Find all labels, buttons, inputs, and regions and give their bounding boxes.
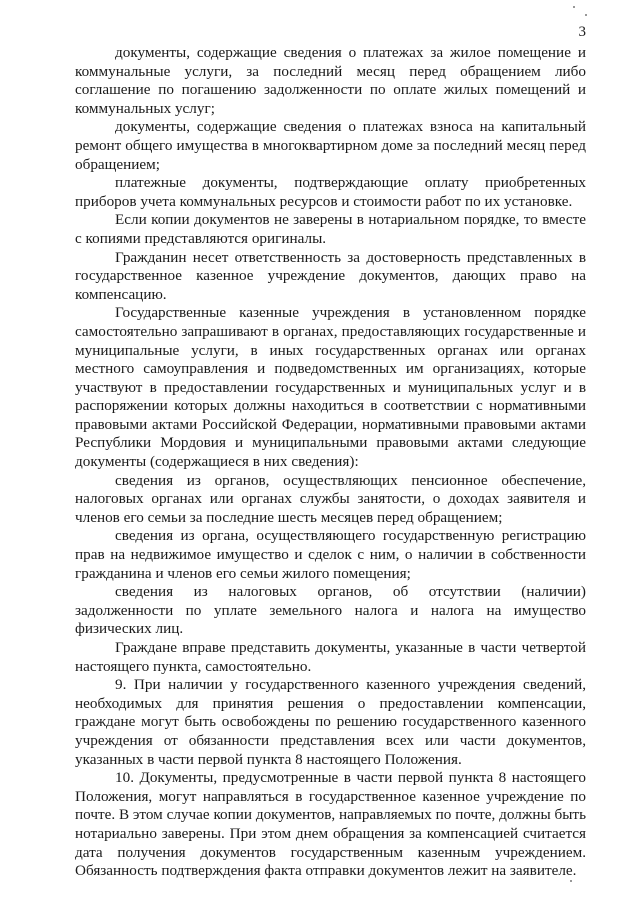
paragraph: Граждане вправе представить документы, указанные в части четвертой настоящего пункта, самостоятельно.: [75, 639, 586, 675]
document-body: [75, 44, 586, 881]
scan-speck: [570, 880, 572, 882]
paragraph: сведения из органа, осуществляющего государственную регистрацию прав на недвижимое имущество и сделок с ним, о наличии в собственности гражданина и членов его семьи жилого помещения;: [75, 527, 586, 582]
paragraph: документы, содержащие сведения о платежах взноса на капитальный ремонт общего имущества в многоквартирном доме за последний месяц перед обращением;: [75, 118, 586, 173]
paragraph: документы, содержащие сведения о платежах за жилое помещение и коммунальные услуги, за последний месяц перед обращением либо соглашение по погашению задолженности по оплате жилых помещений и коммунальных услуг;: [75, 44, 586, 117]
paragraph: 10. Документы, предусмотренные в части первой пункта 8 настоящего Положения, могут направляться в государственное казенное учреждение по почте. В этом случае копии документов, направляемых по почте, должны быть нотариально заверены. При этом днем обращения за компенсацией считается дата получения документов государственным казенным учреждением. Обязанность подтверждения факта отправки документов лежит на заявителе.: [75, 769, 586, 880]
scan-speck: [573, 6, 575, 8]
paragraph: сведения из органов, осуществляющих пенсионное обеспечение, налоговых органах или органах службы занятости, о доходах заявителя и членов его семьи за последние шесть месяцев перед обращением;: [75, 471, 586, 526]
paragraph: Если копии документов не заверены в нотариальном порядке, то вместе с копиями представляются оригиналы.: [75, 211, 586, 247]
paragraph: платежные документы, подтверждающие оплату приобретенных приборов учета коммунальных ресурсов и стоимости работ по их установке.: [75, 174, 586, 210]
paragraph: 9. При наличии у государственного казенного учреждения сведений, необходимых для принятия решения о предоставлении компенсации, граждане могут быть освобождены по решению государственного казенного учреждения от обязанности представления всех или части документов, указанных в части первой пункта 8 настоящего Положения.: [75, 676, 586, 768]
paragraph: Гражданин несет ответственность за достоверность представленных в государственное казенное учреждение документов, дающих право на компенсацию.: [75, 248, 586, 303]
paragraph: сведения из налоговых органов, об отсутствии (наличии) задолженности по уплате земельного налога и налога на имущество физических лиц.: [75, 583, 586, 638]
paragraph: Государственные казенные учреждения в установленном порядке самостоятельно запрашивают в органах, предоставляющих государственные и муниципальные услуги, в иных государственных органах или органах местного самоуправления и подведомственных им организациях, которые участвуют в предоставлении государственных и муниципальных услуг и в распоряжении которых должны находиться в соответствии с нормативными правовыми актами Российской Федерации, нормативными правовыми актами Республики Мордовия и муниципальными правовыми актами следующие документы (содержащиеся в них сведения):: [75, 304, 586, 471]
scan-speck: [585, 14, 587, 16]
page-number: 3: [578, 24, 586, 40]
